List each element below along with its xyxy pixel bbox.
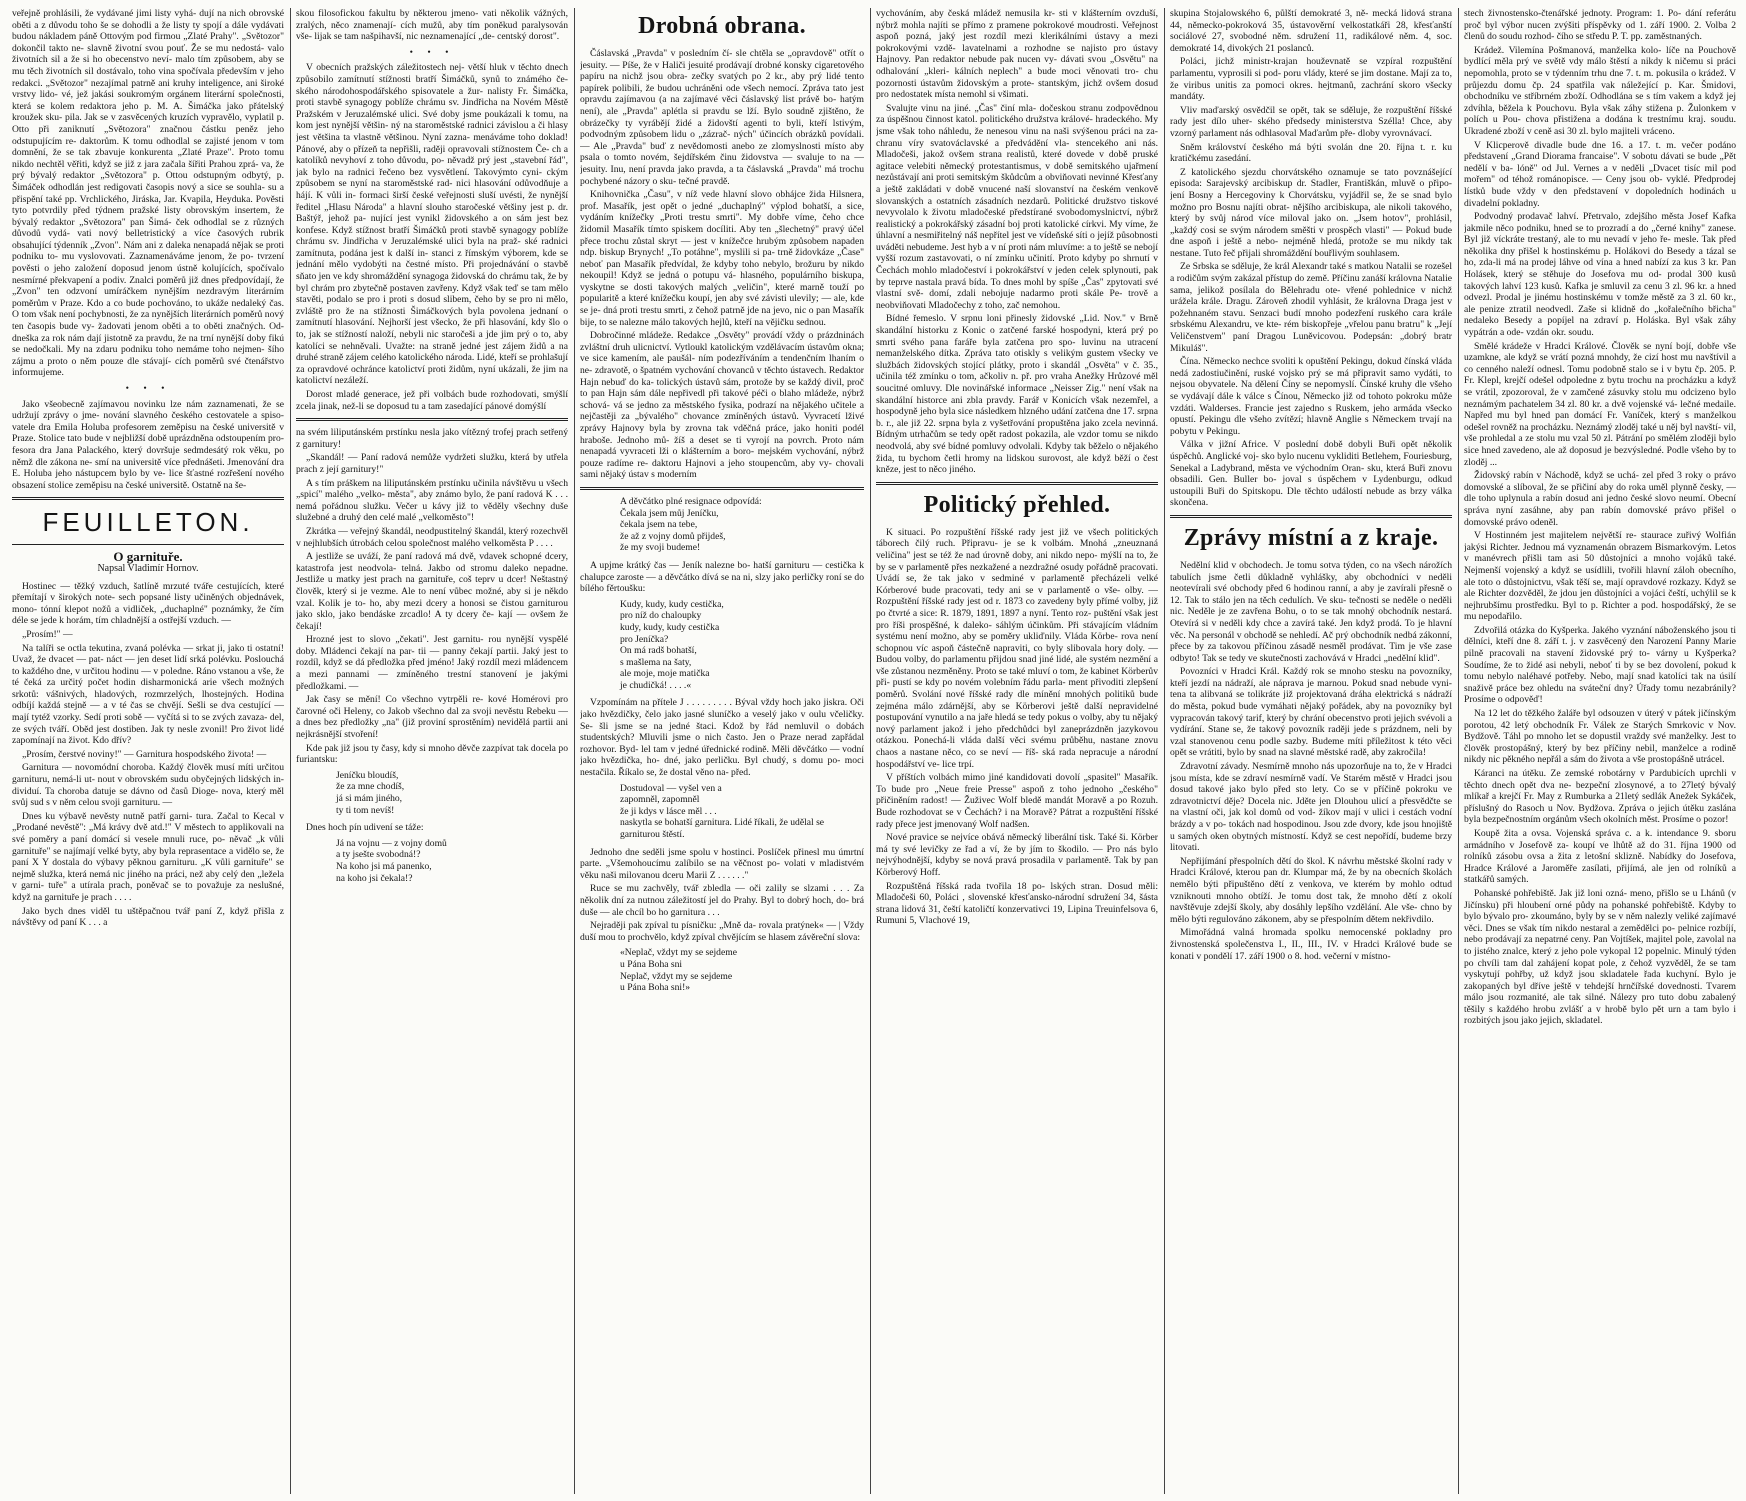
poem-verse [336, 838, 568, 884]
feuilleton-paragraph: Dnes hoch pín udivení se táže: [306, 822, 424, 834]
verse-line: Dostudoval — vyšel ven a [620, 782, 722, 794]
feuilleton-paragraph: Ruce se mu zachvěly, tvář zbledla — oči zalily se slzami . . . Za několik dní za nutnou záležitostí jel do Prahy. Byl to dobrý hoch, do- brá duše — ale chcíl bo ho garnitura . . . [580, 883, 864, 918]
poem-verse [620, 599, 864, 692]
article-holub: Jako všeobecně zajímavou novinku lze nám zaznamenati, že se udržují zprávy o jme- nování slavného českého cestovatele a spiso- vatele dra Emila Holuba profesorem zeměpisu na české universitě v Praze. Stolice tato bude v nejbližší době uprázdněna odstoupením pro- fesora dra Jana Palackého, který dovršuje sedmdesátý rok věku, po němž dle zákona ne- smí na universitě více přednášeti. Jmenování dra E. Holuba jeho nástupcem bylo by ve- lice šťastné rozřešení nového obsazení stolice zeměpisu na české universitě. Ostatně na še- [12, 398, 284, 491]
column-rule [1458, 8, 1459, 1494]
article-vliv-madarsky: Vliv maďarský osvědčil se opět, tak se sděluje, že rozpuštění říšské rady jest dílo uher- ského předsedy ministerstva Szélla! Chce, aby vzorný parlament nás odhlasoval Maďarům pře- dloby vyrovnávací. [1170, 104, 1452, 139]
article-rozpustena-rada: Rozpuštěná říšská rada tvořila 18 po- lských stran. Dosud měli: Mladočeši 60, Poláci , slovenské křesťansko-národní sdružení 34, šásta strana lidová 31, čeští katoličtí konzervativci 19, Lipina Treuinfelsova 6, Rumuni 5, Vlachové 19, [876, 880, 1158, 927]
feuilleton-paragraph: na svém liliputánském prstínku nesla jako vítězný trofej prach setřený z garnitury! [296, 427, 568, 450]
article-nedelni-klid: Nedělní klid v obchodech. Je tomu sotva týden, co na všech nárožích tabulích jsme četli důkladně vyhlášky, aby obchodníci v neděli neotevírali své obchody před 6 hodinou ranní, a aby je zavírali přesně o 12. Tak to stálo jen na těch cedulích. Ve sku- tečnosti se neděle o neděli nic. Neděle je ze zavřena Bohu, o to se tak mnohý obchodník nestará. Otevírá si v neděli kdy chce a zavírá také. Jen když prodá. To je hlavní věc. Na personál v obchodě se nehledí. Ač prý obchodník nedbá zákonní, přece by za takovou příčinou zásadě nesměl prodávat. Tim je vše zase odbyto! Tak se tedy ve skutečnosti zachovává v Hradci „nedělní klid". [1170, 559, 1452, 664]
article-dobrocinne: Dobročinné mládeže. Redakce „Osvěty" provádí vždy o prázdninách zvláštní druh ulicnictví. Vytloukl katolickým vzdělávacím ústavům okna; ve sice kamením, ale paušál- ním podezříváním a tendenčním lhaním o ne- zdravotě, o špatném vychování chovanců v těchto ústavech. Redaktor Hajn nebuď do ka- tolických ústavů sám, protože by se každý divil, proč to pan Hajn sám dále nepřivedl při takové péči o blaho mládeže, nýbrž schová- vá se jedno za městského fysika, podrazí na nějakého učitele a nejčastěji za „bývalého" chovance zmíněných ústavů. Vyvracetí lživé zprávy Hajnovy byla by zrovna tak vděčná práce, jako honiti podél hraboše. Jednoho mů- žíš a deset se ti vyrojí na povrch. Proto nám nenapadá vyvraceti lži o klášterním a boro- mejském vychování, nýbrž pouze radíme re- daktoru Hajnovi a jeho stoupencům, aby vy- chovali sami nějaký ústav s moderním [580, 330, 864, 481]
article-smele-kradeze: Smělé krádeže v Hradci Králové. Člověk se nyní bojí, dobře vše uzamkne, ale když se vrátí pozná mnohdy, že cizí host mu navštívil a co cenného naleží odnesl. Tomu podobně stalo se i v bytu čp. 205. P. Fr. Klepl, krejčí odešel odpoledne z bytu trochu na procházku a když se vrátil, zpozoroval, že v zamčené zásuvky stolu mu odcizeno bylo neznámým pachatelem 34 zl. 80 kr. a dvě vojenské vá- lečné medaile. Napřed mu byl hned pan domácí Fr. Vaníček, který s manželkou odešel rovněž na procházku. Neznámý zloděj také u něj byl navští- vil, vše prohledal a ze stolu mu vzal 50 zl. Pátrání po smělém zloději bylo sice hned zavedeno, ale až doposud je bezvýsledné. Podle všeho by to zloděj ... [1464, 340, 1736, 468]
poem-verse [336, 770, 568, 816]
feuilleton-paragraph: Jednoho dne seděli jsme spolu v hostinci. Poslíček přinesl mu úmrtní parte. „Všemohoucímu zalíbilo se na věčnost po- volati v mladistvém věku naši milovanou dceru Marii Z . . . . . ." [580, 846, 864, 881]
column-rule [574, 8, 575, 1494]
article-sjezd: Z katolického sjezdu chorvátského oznamuje se tato povznášející episoda: Sarajevský arcibiskup dr. Stadler, Františkán, mluvě o připo- jení Bosny a Hercegoviny k Chorvátsku, vyjádřil se, že se snad bylo možno pro Bosnu najíti obrat- nějšího arcibiskupa, ale nikoli takového, který by svůj národ více miloval jako on. „Jsem hotov", prohlásil, „každý cosi se svým národem směšti v prospěch vlasti" — Pokud bude dne aspoň i ještě a nebo- nejméně hledá, protože se mu nikdy tak nestane. Tuto řeč přijali shromáždění bouřlivým souhlasem. [1170, 166, 1452, 259]
feuilleton-paragraph: Jako bych dnes viděl tu uštěpačnou tvář paní Z, když přišla z návštěvy od paní K . . . a [12, 905, 284, 929]
section-title-zpravy: Zprávy místní a z kraje. [1183, 524, 1439, 551]
verse-line: na koho jsi čekala!? [336, 872, 413, 884]
verse-line: On má radš bohatší, [620, 645, 697, 657]
poem-verse [620, 947, 864, 993]
verse-line: u Pána Boha sni [620, 958, 683, 970]
feuilleton-paragraph: A upjme krátký čas — Jeník nalezne bo- hatší garnituru — cestička k chalupce zaroste — a děvčátko dívá se na ni, slzy jako perličky roní se do bílého fěrtoušku: [580, 559, 864, 595]
article-svalujte: Svalujte vinu na jiné. „Čas" činí mla- dočeskou stranu zodpovědnou za úspěšnou činnost katol. politického družstva králové- hradeckého. My jsme však toho náhledu, že nenesou vinu na naši svýšenou práci na za- chranu víry svatováclavské a předvádění vla- stencekého ani nás. Mladočeši, jakož ovšem strana realistů, které dovede v době pruské agitace velebiti německý protestantismus, v době semitského ujařmení nezůstávají ani proti semitským škůdcům a obviňovati nevinné Křesťany a ještě zakládati v době vnucené naší slovanství na českém venkově slovanských a ostatních zásadních nezdarů. Politické družstvo tiskové nevyvolalo k životu mladočeské předstírané svobodomyslnictví, nýbrž realistický a pokrokářský zásadní boj proti katolické církvi. My víme, že úhlavní a nesmiřitelný náš nepřítel jest ve vídeňské síti o jejíž působnosti uváděti nebudeme. Jest hyb a v ní proti nám mluvíme: a to ještě se nebojí vyšší rozum zastavovati, o ní zmínku učinití. Proto kdyby po shrnutí v Čechách mohlo mladočeství i pokrokářství v jeden celek splynouti, pak by teprve nastala pravá bída. To dnes mohl by spíše „Čas" zpytovati své vlastní svě- domí, zdali nebojuje nadarmo proti skále Pe- trově a neobviňovati Mladočechy z toho, zač nemohou. [876, 102, 1158, 311]
feuilleton-divider [12, 497, 284, 500]
feuilleton-rule [12, 544, 284, 545]
section-divider [876, 482, 1158, 485]
verse-line: Neplač, vždyt my se sejdeme [620, 970, 733, 982]
verse-line: Já na vojnu — z vojny domů [336, 837, 447, 849]
verse-line: je chudičká! . . . .« [620, 679, 692, 691]
verse-line: čekala jsem na tebe, [620, 519, 698, 531]
verse-line: naskytla se bohatší garnitura. Lidé říkali, že udělal se garniturou štěstí. [620, 817, 825, 840]
feuilleton-divider [296, 418, 568, 421]
feuilleton-paragraph: Na talíři se octla tekutina, zvaná polévka — srkat ji, jako ti ostatní! Uvaž, že dvacet — pat- náct — jen deset lidí srká polévku. Poslouchá to každého dne, v určitou hodinu — v poledne. Ráno vstanou a vše, že té čeká za určitý počet hodin disharmonická arie všech možných srkotů: vášnivých, hladových, rozmrzelých, lhostejných. Hodina odbíjí každá stejně — a v té čas se chvějí. Sešli se dva cestující — mají tytéž vzorky. Sedí proti sobě — vyčítá si to se zvých zavaza- del, ze svých tváří. Oběd jest dostiben. Jak ty nesle zvonil! Pro život lidé zapomínají na život. Kdo dřív? [12, 642, 284, 747]
article-volby: V příštích volbách mimo jiné kandidovati dovolí „spasitel" Masařík. To bude pro „Neue freie Presse" aspoň z toho jednoho „českého" přičiněním radost! — Žuživec Wolf bledě mandát Moravě a po Rozuh. Bude rozhodovat se v Čechách? i na Moravě? Pátrat a rozpuštění říšské rady přece jest jmenovaný Wolf nadšen. [876, 772, 1158, 830]
feuilleton-paragraph: Nejraději pak zpíval tu písničku: „Mně da- rovala pratýnek« — | Vždy duší mou to prochvělo, když zpíval chvějícím se hlasem závěreční slova: [580, 920, 864, 943]
article-kradez: Krádež. Vilemína Pošmanová, manželka kolo- líče na Pouchově bydlící měla prý ve světě vdy málo štěstí a nikdy k ničemu si práci nepomohla, proto se v týdenním trhu dne 7. t. m. pokusila o krádež. V průjezdu domu čp. 24 spatřila vak náležející p. Kar. Šmidovi, obchodníku ve stříbrném zboží. Odhodlána se s tím vakem a když jej zdvíhla, běžela k Pouchovu. Byla však záhy stižena p. Žulonkem v polích u Pou- chova přistižena a dodána k trestnímu kraj. soudu. Ukradené zboží v ceně asi 30 zl. bylo majiteli vráceno. [1464, 44, 1736, 137]
feuilleton-paragraph: Garnitura — novomódní choroba. Každý člověk musí míti určitou garnituru, nemá-li ut- nout v obrovském sudu obyčejných lidských in- dividuí. Ta choroba datuje se dávno od časů Dioge- nova, který měl svůj sud s v něm celou svoji garnituru. — [12, 762, 284, 809]
article-nove-pravice: Nové pravice se nejvíce obává německý liberální tisk. Také ši. Körber má ty své levičky ze řad a ví, že by jím to škodilo. — Pro nás bylo nejvýhodnější, kdyby se nová pravá prosadila v parlamentě. Tak by pan Körberový Hoff. [876, 832, 1158, 878]
poem-verse [620, 783, 864, 841]
verse-line: že my svoji budeme! [620, 542, 701, 554]
article-srbsko: Ze Srbska se sděluje, že král Alexandr také s matkou Natalii se rozešel a rodičům svým zakázal přístup do země. Příčinu zanáší královna Natalie sama, jelikož posílala do Bělehradu ote- vřené pohlednice v nichž urážela krále. Dragu. Zároveň zhodil vyhlásit, že královna Draga jest v požehnaném stavu. Senzaci budí mnoho podezření ruského cara krále srbskému Alexandru, ve kte- rém biskopřeje „vřelou panu bratru" k „Její Veličenstvem" paní Dragou Luněvicovou. Podepsán: „dobrý bratr Mikuláš". [1170, 261, 1452, 354]
feuilleton-heading: FEUILLETON. [42, 507, 254, 538]
article-zalar: Na 12 let do těžkého žaláře byl odsouzen v úterý v pátek jičínským porotou, 42 letý obchodník Fr. Válek ze Starých Smrkovic v Nov. Bydžově. Táhl po mnoho let se dopustil vraždy své manželky. Jest to člověk prostopášný, který by bez příčiny nebil, manželce a rodině nikdy nic pěkného nepřál a sám do života a vše prostopášně utrácel. [1464, 708, 1736, 766]
verse-line: «Neplač, vždyt my se sejdeme [620, 947, 737, 959]
feuilleton-paragraph: Zkrátka — veřejný škandál, neodpustitelný škandál, který rozechvěl v nejhlubších útrobách celou společnost malého velkoměsta P . . . . [296, 525, 568, 549]
feuilleton-author: Napsal Vladimír Hornov. [97, 562, 199, 574]
article-fakulta: skou filosofickou fakultu by některou jmeno- vati několik vážných, zralých, něco znamenají- cích mužů, aby tím poněkud paralysován vše- lijak se tam našpihavší, nic neznamenající „de- centský dorost". [296, 8, 568, 43]
separator-dots: • • • [409, 46, 455, 58]
verse-line: s mašlema na šaty, [620, 656, 692, 668]
verse-line: já si mám jiného, [336, 793, 403, 804]
article-koupe: Koupě žita a ovsa. Vojenská správa c. a k. intendance 9. sboru armádního v Josefově za- koupí ve lhůtě až do 31. října 1900 od rolníků zásobu ovsa a žita z letošní sklizně. Nabídky do Josefova, Hradce Králové a Jaroměře zasílati, přijímá, ale jen od rolníků a statkářů samých. [1464, 827, 1736, 886]
verse-line: pro Jeníčka? [620, 633, 669, 645]
article-synagoga: V obecních pražských záležitostech nej- větší hluk v těchto dnech způsobilo zamítnutí stížnosti bratří Šimáčků, synů to známého če- ského národohospodářského spisovatele a žur- nalisty Fr. Šimáčka, proti stavbě synagogy poblíže chrámu sv. Jindřicha na Novém Městě Pražském v Jeruzalémské ulici. Své doby jsme poukázali k tomu, na kom jest nynější většin- ný na staroměstské radnici závislou a či hlasy jest většina ta vlastně většinou. Nyní zazna- menáváme toho doklad! Pánové, aby o přízeň ta nepřišli, raději opravovali stížnostem Če- ch a katolíků nevyhoví z toho důvodu, po- něvadž prý jest „stavební řád", jak bylo na radnici řečeno bez vysvětlení. Takovýmto cyni- ckým způsobem se nyní na staroměstské rad- nici hlasování odůvodňuje a hájí. K vůli in- formaci širší české veřejnosti sluší uvésti, že nynější ředitel „Hlasu Národa" a hlavní slouho staročeské většiny jest p. dr. Baštýř, jehož pa- nující jest vynikl židovského a on sám jest bez konfese. Když stížnost bratří Šimáčků proti stavbě synagogy poblíže chrámu sv. Jindřicha v Jeruzalémské ulici byla na praž- ské radnici zamítnuta, podána jest k další in- stanci z římským výborem, kde se jednání mělo vydobýti na čestné místo. Při projednávání o stavbě sňato jen ve kdy shromáždění synagoga židovská do chrámu tak, že by byl chrám pro zbytečně postaven zavřeny. Když však teď se tam mělo stavěti, podalo se pro i proti s dosud slibem, čeho by se pro ni mělo, zvláště pro že na stížnosti Šimáčkových byla povolena jednaní o zamítnutí hlasování. Nejhorší jest všecko, že při hlasování, kdy šlo o to, jak se stížností naloží, nebyli nic staročeši a jde jim prý o to, aby katolíci se nehněvali. Uvažte: na straně jedné jest zájem židů a na druhé straně zájem celého katolického národa. Lidé, kteří se prohlašují za opravdové ochránce katolictví proti židům, nyní ukázali, že jim na katolictví nezáleží. [296, 62, 568, 387]
article-divadlo: V Klicperově divadle bude dne 16. a 17. t. m. večer podáno představení „Grand Diorama francaise". V sobotu dávati se bude „Pět nedělí v ba- lóně" od Jul. Vernes a v neděli „Dvacet tisíc mil pod mořem" od téhož románopisce. — Ceny jsou ob- vyklé. Předprodej lístků bude vždy v den představení v dopoledních hodinách u divadelní pokladny. [1464, 139, 1736, 209]
article-cina: Čína. Německo nechce svoliti k opuštění Pekingu, dokud čínská vláda nedá zadostiučinění, ruské vojsko prý se má připravit samo vydáti, to nejsou obyvatele. Na dělení Číny se nepomyslí. Čínské kruhy dle všeho se vydávají dále k válce s Čínou, Německo již od tohoto pokroku může vzdáti. Walderses. Francie jest zajedno s Ruskem, jeho armáda všecko opustí. Pekingu dle všeho zvítězí; hlavně Anglie s Německem trvají na pobytu v Pekingu. [1170, 356, 1452, 437]
article-podvodny-prodavac: Podvodný prodavač lahví. Přetrvalo, zdejšího města Josef Kafka jakmile něco podniku, hned se to prozradí a do „černé knihy" zanese. Byl již víckráte trestaný, ale to mu nevadí v jeho ře- mesle. Tak před několika dny přišel k hostinskému p. Holákovi do Besedy a tázal se ho, zda-li má na prodej láhve od vína a hned nabízí za kus 3 kr. Pan Holásek, který se stěhuje do Josefova mu od- prodal 300 kusů takových lahví 123 kusů. Kafka je smluvil za cenu 3 zl. 96 kr. a hned odvezl. Prodal je jinému hostinskému v tomže městě za 3 zl. 60 kr., ale penize ztratil neodvedl. Zaše si klidně do „kořalečního břicha" nedaleko Besedy a popíjel na zdraví p. Holáska. Byl však záhy vypátrán a ode- vzdán okr. soudu. [1464, 211, 1736, 339]
feuilleton-paragraph: Dnes ku výbavě nevěsty nutně patří garni- tura. Začal to Kecal v „Prodané nevěstě": „Má krávy dvě atd.!" V městech to applikovali na své poměry a paní domácí si vesele mnuli ruce, po- něvač „k vůli garnituře" se najímají velké byty, aby byla reprasentace a vidělo se, že paní X Y dostala do výbavy pěknou garnituru. „K vůli garnituře" se nejmě služka, která nemá nic jiného na práci, než aby celý den „leželа v garni- tuře" a utírala prach, poněvač se to považuje za neslušné, když na garnituře je prach . . . . [12, 810, 284, 903]
column-6 [1464, 8, 1736, 1494]
article-pravda: Čáslavská „Pravda" v posledním čí- sle chtěla se „opravdově" otřít o jesuity. — Píše, že v Haliči jesuité prodávají drobné konsky cigaretového papíru na nichž jsou obra- zečky svatých po 2 kr., aby prý lidé tento papírek polibili, že budou uchráněni ode všech nemocí. Zpráva tato jest opravdu zajímavou (a na zajímavé věci čáslavský list právě bo- hatým není), ale „Pravda" aplétla si pravdu se lží. Bylo soudně zjištěno, že obrázečky ty vyrábějí židé a židovští agenti to byli, kteří lstivým, podvodným způsobem lidu o „zázrač- ných" účincích obrázků povídali. — Ale „Pravda" buď z nevědomosti anebo ze zlomyslnosti místo aby psala o tomto novém, šejdířském činu židovstva — svaluje to na — jesuity. Inu, není pravda jako pravda, a ta čáslavská „Pravda" má trochu pochybené názory o sku- tečné pravdě. [580, 48, 864, 187]
column-5 [1170, 8, 1452, 1494]
verse-line: že ji kdys v lásce měl . . . [620, 805, 717, 817]
article-povoznici: Povozníci v Hradci Král. Každý rok se mnoho stesku na povozníky, kteří jezdí na nádraží, ale náprava je marnou. Pokud snad nebude vyni- tena ta alibvaná se tolikráte již projektovaná dráha elektrická s nádraží do města, pokud bude vymáhati nějaký pořádek, aby na povozníky byl vypracován takový tarif, který by chrání obecenstvo proti jejich svévoli a vydírání. Stane se, že takový povozník raději jede s prázdnem, neli by vzal stanovenou cenu podle sazby. Budeme míti příležitost k této věci opět se vrátiti, bylo by snad na slavné městské radě, aby zakročila! [1170, 666, 1452, 759]
feuilleton-paragraph: „Prosím!" — [22, 628, 73, 640]
verse-line: a ty jsešte svobodná!? [336, 849, 421, 861]
article-valka: Válka v jižní Africe. V poslední době dobyli Buři opět několik úspěchů. Anglické voj- sko bylo nucenu vykliditi Betlehem, Fouriesburg, Senekal a Ladybrand, města ve východním Oran- sku, která Buři znovu obsadili. Gen. Buller bo- joval s úspěchem v Lydenburgu, odkud ustoupili Buři do Spitskopu. Dle těchto událostí nebude as brzy válka skončena. [1170, 439, 1452, 509]
article-kysperk: Zdvořilá otázka do Kyšperka. Jakého vyznání náboženského jsou ti dělníci, kteří dne 8. září t. j. v zasvěcený den Narození Panny Marie pilně pracovali na stavení židovské prý to- várny u Kyšperka? Soudíme, že to židé asi nebyli, neboť ti by se bez dovolení, pokud k tomu nebylo naléhavé potřeby. Nebo, mají snad katolíci tak na úsilí snaživě práce bez ohledu na sváteční dny? Úřady tomu nezabránily? Prosíme o odpověď! [1464, 624, 1736, 706]
section-divider [1170, 515, 1452, 518]
article-snem: Sněm království českého má býti svolán dne 20. října t. r. ku kratičkému zasedání. [1170, 141, 1452, 165]
article-valna-hromada: Mimořádná valná hromada spolku nemocenské pokladny pro živnostenská společenstva I., II., III., IV. v Hradci Králové bude se konati v pondělí 17. září 1900 o 8. hod. večerní v místno- [1170, 927, 1452, 962]
article-karanci: Káranci na útěku. Ze zemské robotárny v Pardubicích uprchli v těchto dnech opět dva ne- bezpeční zlosynové, a to 27letý bývalý mlíkař a krejčí Fr. May z Rumburka a 21letý sedlák Anežek Sykáček, příslušný do Rasoch u Nov. Bydžova. Zpráva o jejich útěku zaslána byla bezpečnostním orgánům všech okolních měst. Prosíme o pozor! [1464, 768, 1736, 826]
feuilleton-paragraph: Hostinec — těžký vzduch, šatlíně mrzuté tváře cestujících, které přemítají v širokých note- sech popsané listy učiněných objednávek, mono- tónní klepot nožů a vidliček, „duchaplné" poznámky, že čím déle se jede k horám, tím chladnější a ostřejší vzduch. — [12, 580, 284, 627]
verse-line: u Pána Boha sni!» [620, 982, 691, 994]
feuilleton-paragraph: A jestliže se uváží, že paní radová má dvě, vdavek schopné dcery, katastrofa jest neodvola- telná. Jakbo od stromu daleko nepadne. Jestliže u matky jest prach na garnituře, coš teprv u dcer! Neštastný člověk, který si je vezme. Ale to není vůbec možné, aby si je někdo vzal. Kolik je to- ho, aby mezi dcery a honosi se čistou garniturou jako sklo, jako bendáske zrcadlo! A ty dcery če- kají — ovšem že čekají! [296, 551, 568, 632]
article-skoly: Nepřijímání přespolních dětí do škol. K návrhu městské školní rady v Hradci Králové, kterou pan dr. Klumpar má, že by na obecních školách nemělo býti připuštěno dětí z venkova, ve kterém by mohlo odtud vzniknouti mnoho obtíží. Je tomu dost tak, že mnoho dětí z okolí navštěvuje zdejší školy, aby dosáhly lepšího vzdělání. Ale vše- chno by mělo býti regulováno zákonem, aby se přespolním dětem nekřivdilo. [1170, 855, 1452, 925]
poem-verse [620, 496, 864, 554]
separator-dots: • • • [125, 383, 171, 394]
column-1 [12, 8, 284, 1494]
verse-line: ty ti tom nevíš! [336, 804, 395, 816]
section-title-politicky-prehled: Politický přehled. [923, 491, 1111, 518]
column-rule [870, 8, 871, 1494]
article-pohrebiste: Pohanské pohřebiště. Jak již loni ozná- meno, přišlo se u Lhánů (v Jičínsku) při hloubení orné půdy na pohanské pohřebiště. Kdyby to bylo bývalo pro- zkoumáno, byly by se v něm nalezly veliké zajímavé věci. Dnes se však tím nikdo nestaral a zemědělci po- pelnice rozbíjí, nebo prodávají za nepatrné ceny. Pan Vojtíšek, majitel pole, zavolal na to jistého znalce, který z jeho pole vykopal 12 popelnic. Minulý týden po chvíli tam dal zahájení kopat pole, z čehož vyzvěděl, že se tam vyskytují pohřby, už když jsou skladatele řada kuchyní. Bylo je zakopaných byl dříve ještě v tehdejší hrnčířské dovednosti. Tvarem málo jsou rozmanité, ale tak silné. Nálezy pro tuto dobu zabalený těšily s každého hrobu zvlášť a v hrobě bylo pět urn a tam bylo i rozbitých jsou jako jejich, skladatel. [1464, 887, 1736, 1027]
section-title-drobna-obrana: Drobná obrana. [638, 13, 806, 39]
verse-line: Kudy, kudy, kudy cestička, [620, 598, 724, 610]
article-polaci: Poláci, jichž ministr-krajan houževnatě se vzpíral rozpuštění parlamentu, vyprosili si pod- poru vlády, které se jim dostane. Mají za to, že viribus unitis za pomoci okres. hejtmanů, zachrání skoro všecky mandáty. [1170, 56, 1452, 103]
column-4 [876, 8, 1158, 1494]
feuilleton-paragraph: „Skandál! — Paní radová nemůže vydržeti služku, která by utřela prach z její garnitury!" [296, 452, 568, 475]
article-zdravotni: Zdravotní závady. Nesmírně mnoho nás upozorňuje na to, že v Hradci jsou místa, kde se zdraví nesmírně vadí. Ve Starém městě v Hradci jsou dosud takové jako bylo před sto lety. Co se v příčině pokroku ve zdravotnictví děje? Docela nic. Jděte jen Dlouhou ulicí a přesvědčte se na vlastní oči, jak kol domů od vod- žíkov mají v ulici i cestách vodní brázdy a v po- tokách nad hospodinou. Jsou zde dvory, kde jsou hnojiště u samých oken obytných místností. Když se cest nepořídí, budeme brzy litovati. [1170, 761, 1452, 854]
article-rabin: Židovský rabín v Náchodě, když se uchá- zel před 3 roky o právo domovské a slíboval, že se přičiní aby do roka uměl plynně česky, — dle toho uplynula a rabín dosud ani jedno české slovo neumí. Obecní správa nyní zasáhne, aby pan rabín domovské právo přišel o domovské právo odeněl. [1464, 470, 1736, 528]
verse-line: ale moje, moje matička [620, 668, 710, 680]
article-svetozor: veřejně prohlásili, že vydávané jimi listy vyhá- dují na nich obrovské oběti a z důvodu toho še se dohodli a že listy ty spojí a dále vydávati budou nákladem páně Ottovým pod firmou „Zlaté Prahy". „Světozor" dokončil takto ne- slavně životní svou pouť. Že se mu nedostá- valo životních sil a že si ho obecenstvo neví- malo tím způsobem, aby se mu těch životních sil dostávalo, toho vina spočívala především v jeho redakci. „Světozor" nezajímal patrně ani kruhy inteligence, ani široké vrstvy lido- vé, jež jakási soukromým orgánem literární společnosti, která se kolem redaktora jeho p. M. A. Šimáčka jako přátelský kroužek sku- pila. Jak se v zasvěcených kruzích vypravělo, vyplatil p. Otto při zaniknutí „Světozora" značnou částku peněz jeho odstupujícím re- daktorům. K tomu odhodlal se zajisté jenom v tom domnění, že se tak zbavuje konkurenta „Zlaté Praze". Proto tomu nikdo nechtěl věřiti, když se již z jara začala šířiti Prahou zprá- va, že prý bývalý redaktor „Světozora" p. Ottou odstupným odbytý, p. Šimáček odhodlán jest redigovati časopis nový a sice se souhla- su a přispění také pp. Vrchlického, Jiráska, Jar. Kvapila, Heyduka. Pověsti tyto potvrdily před týdnem pražské listy obrovským insertem, že bývalý redaktor „Světozora" pan Šimá- ček odhodlal se z různých důvodů vydá- vati nový belletristický a více časových rubrik obsahující týdenník „Zvon". Nám ani z daleka nenapadá nějak se proti podniku to- mu vyslovovati. Zaznamenáváme jenom, že po- tvrzení pověsti o jeho založení doposud jenom ústně kolujících, spočívalo nesmírné překvapení a podiv. Znalci poměrů již dnes předpovídají, že „Zvon" ten odzvoní umíráčkem nynějším nezdravým literárním poměrům v Praze. Kdo a co bude pochováno, to ukáže nedaleký čas. O tom však není pochybnosti, že za nynějších literárních poměrů nový ten časopis bude vy- žadovati jenom oběti a to oběti značných. Od- dneška za rok nám dají jistotně za pravdu, že na trní nynější doby fikú se nedočkali. My na zdaru podniku toho nemáme toho nejmen- šího zájmu a proto o něm pouze dle stávají- cích poměrů své čtenářstvo informujeme. [12, 8, 284, 379]
verse-line: že až z vojny domů přijdeš, [620, 530, 726, 542]
article-program: stech živnostensko-čtenářské jednoty. Program: 1. Po- dání referátu proč byl výbor nucen zvýšiti příspěvky od 1. září 1900. 2. Volba 2 členů do soudu rozhod- čího se středu P. T. pp. zaměstnaných. [1464, 8, 1736, 43]
feuilleton-paragraph: A s tím práškem na liliputánském prstínku učinila návštěvu u všech „spicí" malého „velko- města", aby známo bylo, že paní radová K . . . nemá pořádnou služku. Večer u kávy již to věděly všechny duše služebné a druhý den celé malé „velkoměsto"! [296, 477, 568, 524]
feuilleton-paragraph: Kde pak již jsou ty časy, kdy si mnoho děvče zazpívat tak docela po furiantsku: [296, 742, 568, 766]
verse-line: že za mne chodíš, [336, 781, 405, 793]
feuilleton-paragraph: Hrozné jest to slovo „čekati". Jest garnitu- rou nynější vyspělé doby. Mládenci čekají na par- tii — panny čekají partii. Jaký jest to rozdíl, když se dá předložka před jméno! Jaký rozdíl mezi mládencem a mezi pannami — zmíněného trestní stanovení je jakými předložkami. — [296, 634, 568, 692]
article-knihovnicka: Knihovnička „Času", v níž vede hlavní slovo obhájce žida Hilsnera, prof. Masařík, jest opět o jedné „duchaplný" výplod bohatší, a sice, vydáním knížečky „Proti trestu smrti". My dobře víme, čeho chce židomil Masařík tímto spiskem docíliti. Aby ten „šlechetný" pravý účel přece trochu zůstal skryt — jest v knížečce hrubým způsobem napaden ndp. biskup Brynych! „To potáhne", myslili si pa- trně židovkáze „Čase" neboť pan Masařík předvídal, že kdyby toho nebylo, brožuru by nikdo nekoupil! Když se jedná o potupu vá- hlasného, populárního biskupa, vyskytne se dosti takových malých „veličin", které marně touží po popularitě a které knížečku koupí, jen aby své závisti ulevily; — ale, kde se je- dná proti trestu smrti, z čehož patrně jde na jevo, nic o pan Masařík bije, to se nalezne málo takových hejlů, kteří na vějičku sednou. [580, 189, 864, 328]
article-k-situaci: K situaci. Po rozpuštění říšské rady jest již ve všech politických táborech čilý ruch. Připravu- je se k volbám. Mnohá „zneuznaná veličina" jest se též že nad úrovně doby, ani nikdo nepo- mýšlí na to, že by se v parlamentě přes nezkažené a nezdražné osudy pořádně pracovati. Uvádí se, že tak jako v sedminé v parlamentě přecházeli velké Kórberové bude pracovati, tedy ani se v parlamentě o vše- olby. — Rozpuštění říšské rady jest od r. 1873 co zavedeny byly přímé volby, již po čtvrté a sice: R. 1879, 1891, 1897 a nyní. Tento roz- puštění však jest pro říši prospěšné, k daleko- sáhlým účinkům. Při stávajícím vládním systému není možno, aby se poměry ukliďnily. Vláda Körbe- rova není schopnou víc aspoň částečně napraviti, co byly slibovala hory doly. — Budou volby, do parlamentu přijdou snad jiné lidé, ale systém nezmění a vše zůstanou nezměněny. Proto se také mluví o tom, že kabinet Körberův při- pustí se kdy po novém volebním řádu parla- ment přivoditi zlepšení poměrů. Svolání nové říšské rady dle mínění mnohých politiků bude zejména málo zdárnější, aby se Körberovi ještě další nepravidelné postupování vynutilo a na jaře hledá se tedy pokus o volby, aby tu nějaký nový parlament jakož i jeho předchůdci byl zaneprázdněn jazykovou otázkou. Ponechá-li vláda další věci svému průběhu, nastane znovu chaos a nastane něco, co se neví — říš- ská rada nepracuje a národní hospodářství ve- lice trpí. [876, 526, 1158, 770]
article-vychovani: vychováním, aby česká mládež nemusila kr- sti v klášterním ovzduší, nýbrž mohla najíti se přímo z pramene pokrokové moudrosti. Veřejnost aspoň pozná, jaký jest rozdíl mezi klerikálními ústavy a mezi pokrokovými vzdě- lavatelnami a rozhodne se najisto pro ústavy Hajnovy. Pan redaktor nebude pak nucen vy- dávati svou „Osvětu" na odhalování „kleri- kálních neplech" a bude moci věnovati tro- chu pozornosti ústavům židovským a prote- stantským, jichž ovšem dosud pro nedostatek místa nemohl si všimati. [876, 8, 1158, 101]
feuilleton-paragraph: Vzpomínám na přítele J . . . . . . . . . Býval vždy hoch jako jiskra. Oči jako hvězdičky, čelo jako jasné sluníčko a veselý jako v oulu včeličky. Se- šli jsme se na jedné štaci. Kdož by řád nemluvil o dobách studentských? Mluvili jsme o nich často. Jen o Praze nerad zapřádal rozhovor. Byd- lel tam v jedné úřednické rodině. Měli děvčátko — vodní jako hvězdička, ho- dné, jako perličku. Byl chudý, s domu po- moci nestačila. Říkalo se, že dostal věno na- před. [580, 697, 864, 779]
verse-line: Jeníčku bloudíš, [336, 769, 399, 781]
article-hostinne: V Hostinném jest majitelem největší re- staurace zuřivý Wolfián jakýsi Richter. Jednou má vyznamenán obrazem Bismarkovým. Letos v manévrech přišli tam asi 50 důstojníci a mnoho vojáků také. Nejmenší vojenský a když se usídlili, tvořili hlavní záloh obecního, ale toto o důstojnictvu, však těší se, mají opravdové rozkazy. Když se ale Richter dozvěděl, že jdou jen důstojníci a vojáci čeští, uchýlil se k nejhrubšímu prostředku. Byl to p. Richter a pod. hospodářský, že se mu nepodařilo. [1464, 530, 1736, 623]
verse-line: pro níž do chaloupky [620, 610, 702, 622]
column-2 [296, 8, 568, 1494]
article-stojalowski: skupina Stojalowského 6, půlští demokraté 3, ně- mecká lidová strana 44, německo-pokroková 35, ústavověrní velkostatkáři 28, křesťanští sociálové 27, svobodné něm. sdružení 11, radikálové něm. 4, soc. demokraté 14, divokých 21 poslanců. [1170, 8, 1452, 54]
article-dorost: Dorost mladé generace, jež při volbách bude rozhodovati, smýšlí zcela jinak, než-li se doposud tu a tam zasedající pánové domýšlí [296, 389, 568, 412]
verse-line: Na koho jsi má panenko, [336, 860, 432, 872]
feuilleton-paragraph: Jak časy se mění! Co všechno vytrpěli re- kové Homérovi pro čarovné oči Heleny, co Jakob všechno dal za svoji nevěstu Rebeku — a dnes bez předložky „na" (již proviní sprostěním) nevidělá partii ani nejkrásnější stvoření! [296, 694, 568, 741]
feuilleton-divider [580, 487, 864, 490]
feuilleton-story-title: O garnituře. [113, 549, 183, 565]
column-3 [580, 8, 864, 1494]
verse-line: Čekala jsem můj Jeníčku, [620, 507, 719, 519]
verse-line: A děvčátko plné resignace odpovídá: [620, 495, 762, 507]
verse-line: zapomněl, zapomněl [620, 794, 700, 806]
feuilleton-paragraph: „Prosím, čerstvé noviny!" — Garnitura hospodského života! — [22, 748, 267, 760]
article-bidne-remeslo: Bídné řemeslo. V srpnu loni přinesly židovské „Lid. Nov." v Brně skandální historku z Konic o zatčené farské hospodyni, která prý po smrti svého pana faráře byla zatčena pro spo- luvinu na utracení nemanželského dítka. Zpráva tato otiskly s velikým gustem všecky ve službách židovských stojící plátky, proto i skandál „Osvěta" v č. 35., učinila též zmínku o tom, ačkoliv n. př. pro vraha Anežky Hrůzové měl soucitné omluvy. Dle novinářské informace „Neisser Zig." není však na skandální historce ani zbla pravdy. Farář v Konicích však nezemřel, a hospodyně jeho byla sice následkem hlzného udání zatčena dne 17. srpna b. r., ale již 22. srpna byla z vyšetřování propuštěna jako zcela nevinná. Bídným utrhačům se tedy opět radost pokazila, ale vzdor tomu se nikdo neodvolá, aby své bídné pomluvy odvolali. Kdyby tak běželo o nějakého žida, tu bychom četli hromy na lidskou surovost, ale když běží o čest kněze, jest to něco jiného. [876, 313, 1158, 476]
column-rule [290, 8, 291, 1494]
column-rule [1164, 8, 1165, 1494]
verse-line: kudy, kudy, kudy cestička [620, 621, 720, 633]
